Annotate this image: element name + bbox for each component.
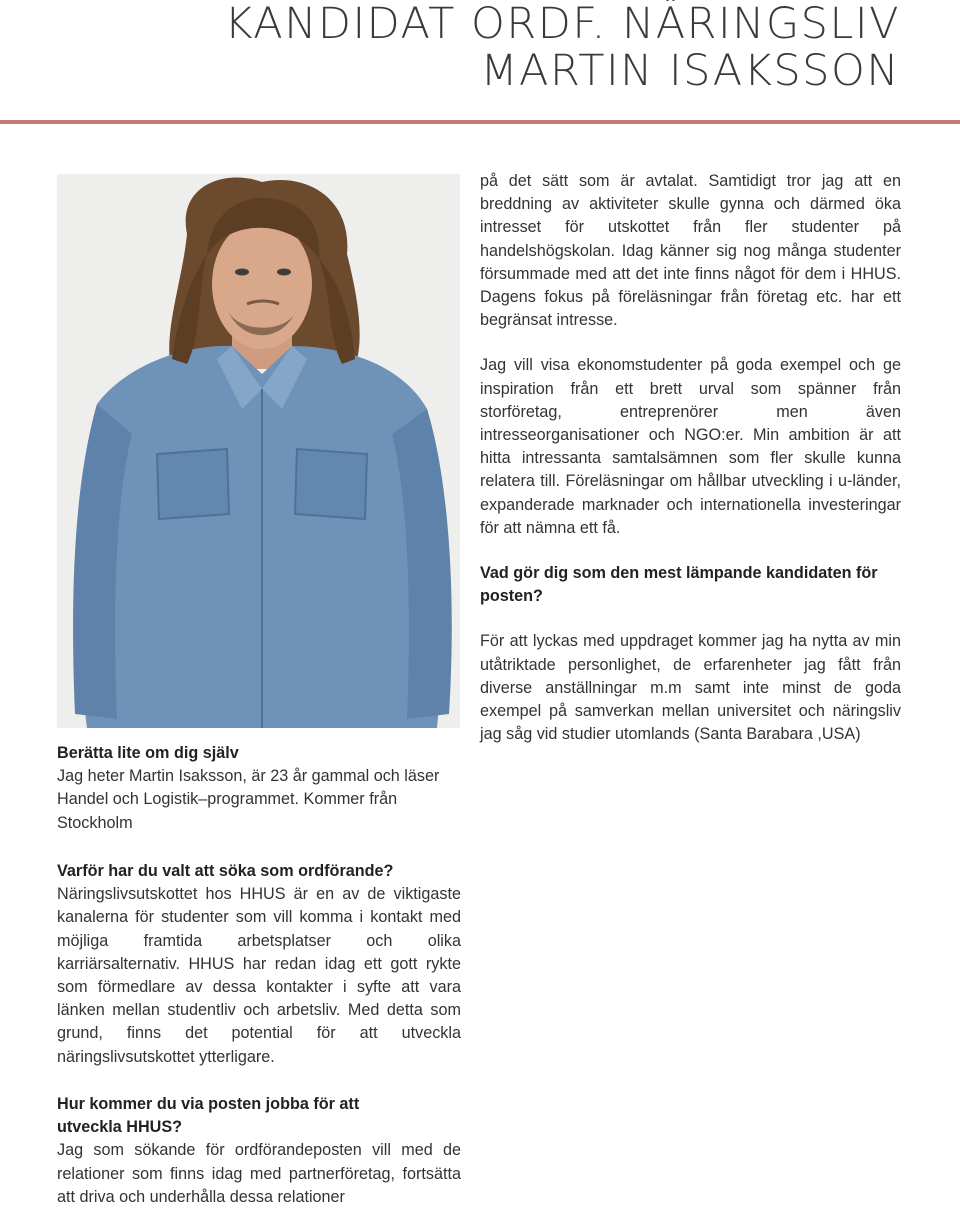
question-answer: Jag som sökande för ordförandeposten vill med de relationer som finns idag med partnerföretag, fortsätta att driva och underhålla dessa relationer <box>57 1141 461 1206</box>
question-heading: Berätta lite om dig själv <box>57 744 239 762</box>
page-title-line-1: KANDIDAT ORDF. NÄRINGSLIV <box>224 0 900 49</box>
portrait-photo <box>57 174 460 728</box>
question-block-about <box>57 742 461 835</box>
question-answer: Näringslivsutskottet hos HHUS är en av de viktigaste kanalerna för studenter som vill komma i kontakt med möjliga framtida arbetsplatser och olika karriärsalternativ. HHUS har redan idag ett gott rykte som förmedlare av dessa kontakter i syfte att vara länken mellan studentliv och arbetsliv. Med detta som grund, finns det potential för att utveckla näringslivsutskottet ytterligare. <box>57 885 461 1066</box>
page-title-line-2: MARTIN ISAKSSON <box>480 46 900 96</box>
question-heading: Hur kommer du via posten jobba för att utveckla HHUS? <box>57 1095 360 1137</box>
question-answer: Jag heter Martin Isaksson, är 23 år gammal och läser Handel och Logistik–programmet. Kommer från Stockholm <box>57 767 440 832</box>
question-heading: Varför har du valt att söka som ordförande? <box>57 862 394 880</box>
header-divider <box>0 120 960 124</box>
portrait-illustration <box>57 174 460 728</box>
question-answer: För att lyckas med uppdraget kommer jag ha nytta av min utåtriktade personlighet, de erfarenheter jag fått från diverse anställningar m.m samt inte minst de goda exempel på samverkan mellan universitet och näringsliv jag såg vid studier utomlands (Santa Barabara ,USA) <box>480 632 901 744</box>
question-block-how <box>57 1093 461 1209</box>
question-block-candidate <box>480 562 901 746</box>
ambition-paragraph: Jag vill visa ekonomstudenter på goda exempel och ge inspiration från ett brett urval som spänner från storföretag, entreprenörer men även intresseorganisationer och NGO:er. Min ambition är att hitta intressanta samtalsämnen som fler skulle kunna relatera till. Föreläsningar om hållbar utveckling i u-länder, expanderade marknader och internationella investeringar för att nämna ett få. <box>480 356 901 537</box>
question-block-why <box>57 860 461 1069</box>
right-column <box>480 170 901 746</box>
continued-paragraph: på det sätt som är avtalat. Samtidigt tror jag att en breddning av aktiviteter skulle gynna och därmed öka intresset för utskottet från fler studenter på handelshögskolan. Idag känner sig nog många studenter försummade med att det inte finns något för dem i HHUS. Dagens fokus på föreläsningar från företag etc. har ett begränsat intresse. <box>480 172 901 330</box>
question-heading: Vad gör dig som den mest lämpande kandidaten för posten? <box>480 564 878 606</box>
